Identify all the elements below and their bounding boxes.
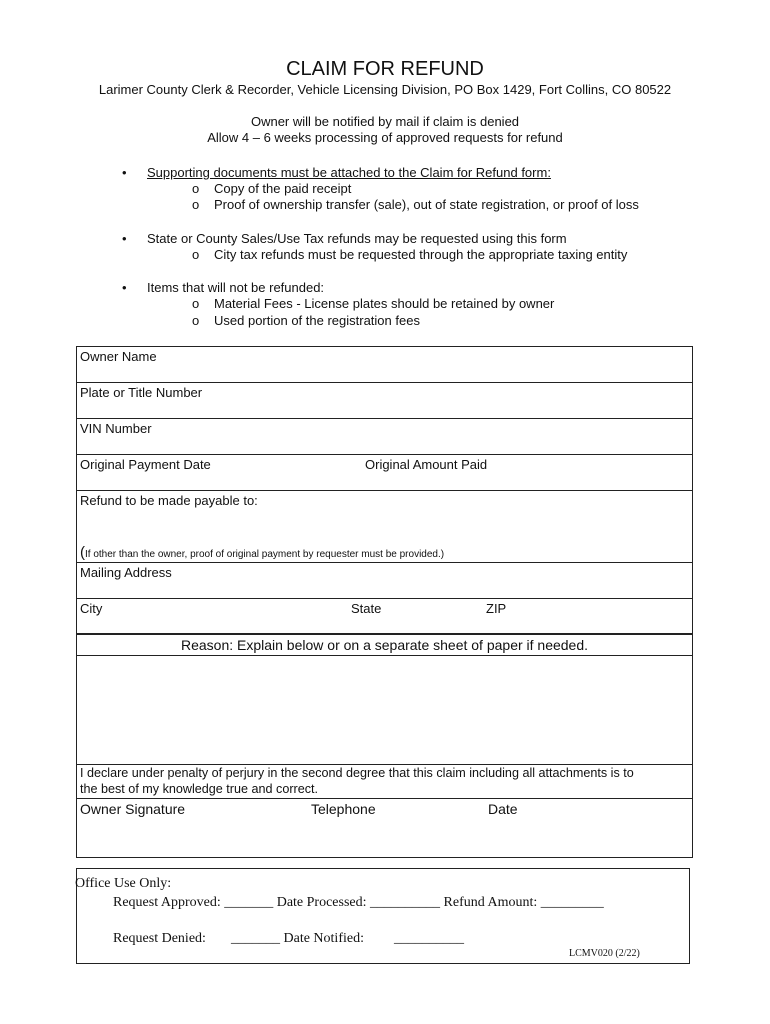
agency-address: Larimer County Clerk & Recorder, Vehicle Licensing Division, PO Box 1429, Fort Collins, CO 80522 (98, 82, 672, 97)
signature-block (76, 798, 693, 858)
bullet-icon: • (122, 280, 127, 295)
original-payment-date-field[interactable] (77, 455, 362, 490)
refund-payable-field[interactable] (77, 491, 692, 563)
zip-label: ZIP (486, 601, 507, 616)
instruction-supporting-docs: Supporting documents must be attached to the Claim for Refund form: (147, 165, 551, 180)
bullet-icon: • (122, 231, 127, 246)
owner-signature-field[interactable] (77, 799, 309, 857)
sub-item-label: Copy of the paid receipt (214, 181, 352, 196)
state-field[interactable] (349, 599, 484, 633)
note-paren: ( (80, 544, 85, 561)
sub-item (192, 181, 351, 196)
request-approved-line[interactable]: Request Approved: _______ Date Processed: __________ Refund Amount: _________ (113, 895, 604, 910)
plate-title-label: Plate or Title Number (80, 385, 203, 400)
sub-item (192, 296, 554, 311)
original-amount-paid-label: Original Amount Paid (365, 457, 488, 472)
claim-form (76, 346, 693, 799)
city-field[interactable] (77, 599, 349, 633)
sub-bullet-icon: o (192, 197, 200, 212)
sub-item-label: Used portion of the registration fees (214, 313, 420, 328)
refund-payable-label: Refund to be made payable to: (80, 493, 258, 508)
sub-item (192, 313, 420, 328)
plate-title-field[interactable] (77, 383, 692, 419)
sub-bullet-icon: o (192, 247, 200, 262)
instruction-not-refunded: Items that will not be refunded: (147, 280, 325, 295)
vin-field[interactable] (77, 419, 692, 455)
zip-field[interactable] (484, 599, 692, 633)
payment-row (77, 455, 692, 491)
sub-item-label: City tax refunds must be requested through the appropriate taxing entity (214, 247, 628, 262)
date-notified-line[interactable]: _______ Date Notified: (231, 931, 364, 946)
sub-bullet-icon: o (192, 313, 200, 328)
reason-label: Reason: Explain below or on a separate sheet of paper if needed. (180, 637, 589, 653)
mailing-address-field[interactable] (77, 563, 692, 599)
instruction-tax-refunds: State or County Sales/Use Tax refunds may be requested using this form (147, 231, 567, 246)
date-label: Date (488, 801, 518, 817)
form-code: LCMV020 (2/22) (569, 948, 640, 959)
request-denied-label: Request Denied: (113, 931, 206, 946)
office-heading: Office Use Only: (75, 876, 172, 891)
declaration (77, 765, 692, 800)
mailing-address-label: Mailing Address (80, 565, 172, 580)
telephone-field[interactable] (309, 799, 486, 857)
state-label: State (351, 601, 382, 616)
sub-item-label: Proof of ownership transfer (sale), out of state registration, or proof of loss (214, 197, 639, 212)
vin-label: VIN Number (80, 421, 152, 436)
city-state-zip-row (77, 599, 692, 635)
office-use-box (76, 868, 690, 964)
bullet-icon: • (122, 165, 127, 180)
sub-item (192, 247, 627, 262)
reason-header (77, 636, 692, 656)
city-label: City (80, 601, 103, 616)
owner-name-label: Owner Name (80, 349, 157, 364)
sub-bullet-icon: o (192, 181, 200, 196)
sub-item-label: Material Fees - License plates should be retained by owner (214, 296, 555, 311)
denial-notice: Owner will be notified by mail if claim is denied (250, 114, 520, 129)
original-amount-paid-field[interactable] (362, 455, 692, 490)
owner-signature-label: Owner Signature (80, 801, 186, 817)
sub-bullet-icon: o (192, 296, 200, 311)
declaration-line-2: the best of my knowledge true and correct. (80, 782, 319, 796)
declaration-line-1: I declare under penalty of perjury in the second degree that this claim including all attachments is to (80, 766, 634, 780)
refund-payable-note (80, 544, 444, 561)
date-field[interactable] (486, 799, 692, 857)
note-text: If other than the owner, proof of original payment by requester must be provided.) (85, 549, 445, 560)
date-notified-blank[interactable]: __________ (394, 931, 464, 946)
page-title: CLAIM FOR REFUND (286, 58, 484, 80)
telephone-label: Telephone (311, 801, 376, 817)
owner-name-field[interactable] (77, 347, 692, 383)
sub-item (192, 197, 639, 212)
processing-notice: Allow 4 – 6 weeks processing of approved requests for refund (207, 130, 563, 145)
reason-textarea[interactable] (77, 656, 692, 765)
original-payment-date-label: Original Payment Date (80, 457, 211, 472)
